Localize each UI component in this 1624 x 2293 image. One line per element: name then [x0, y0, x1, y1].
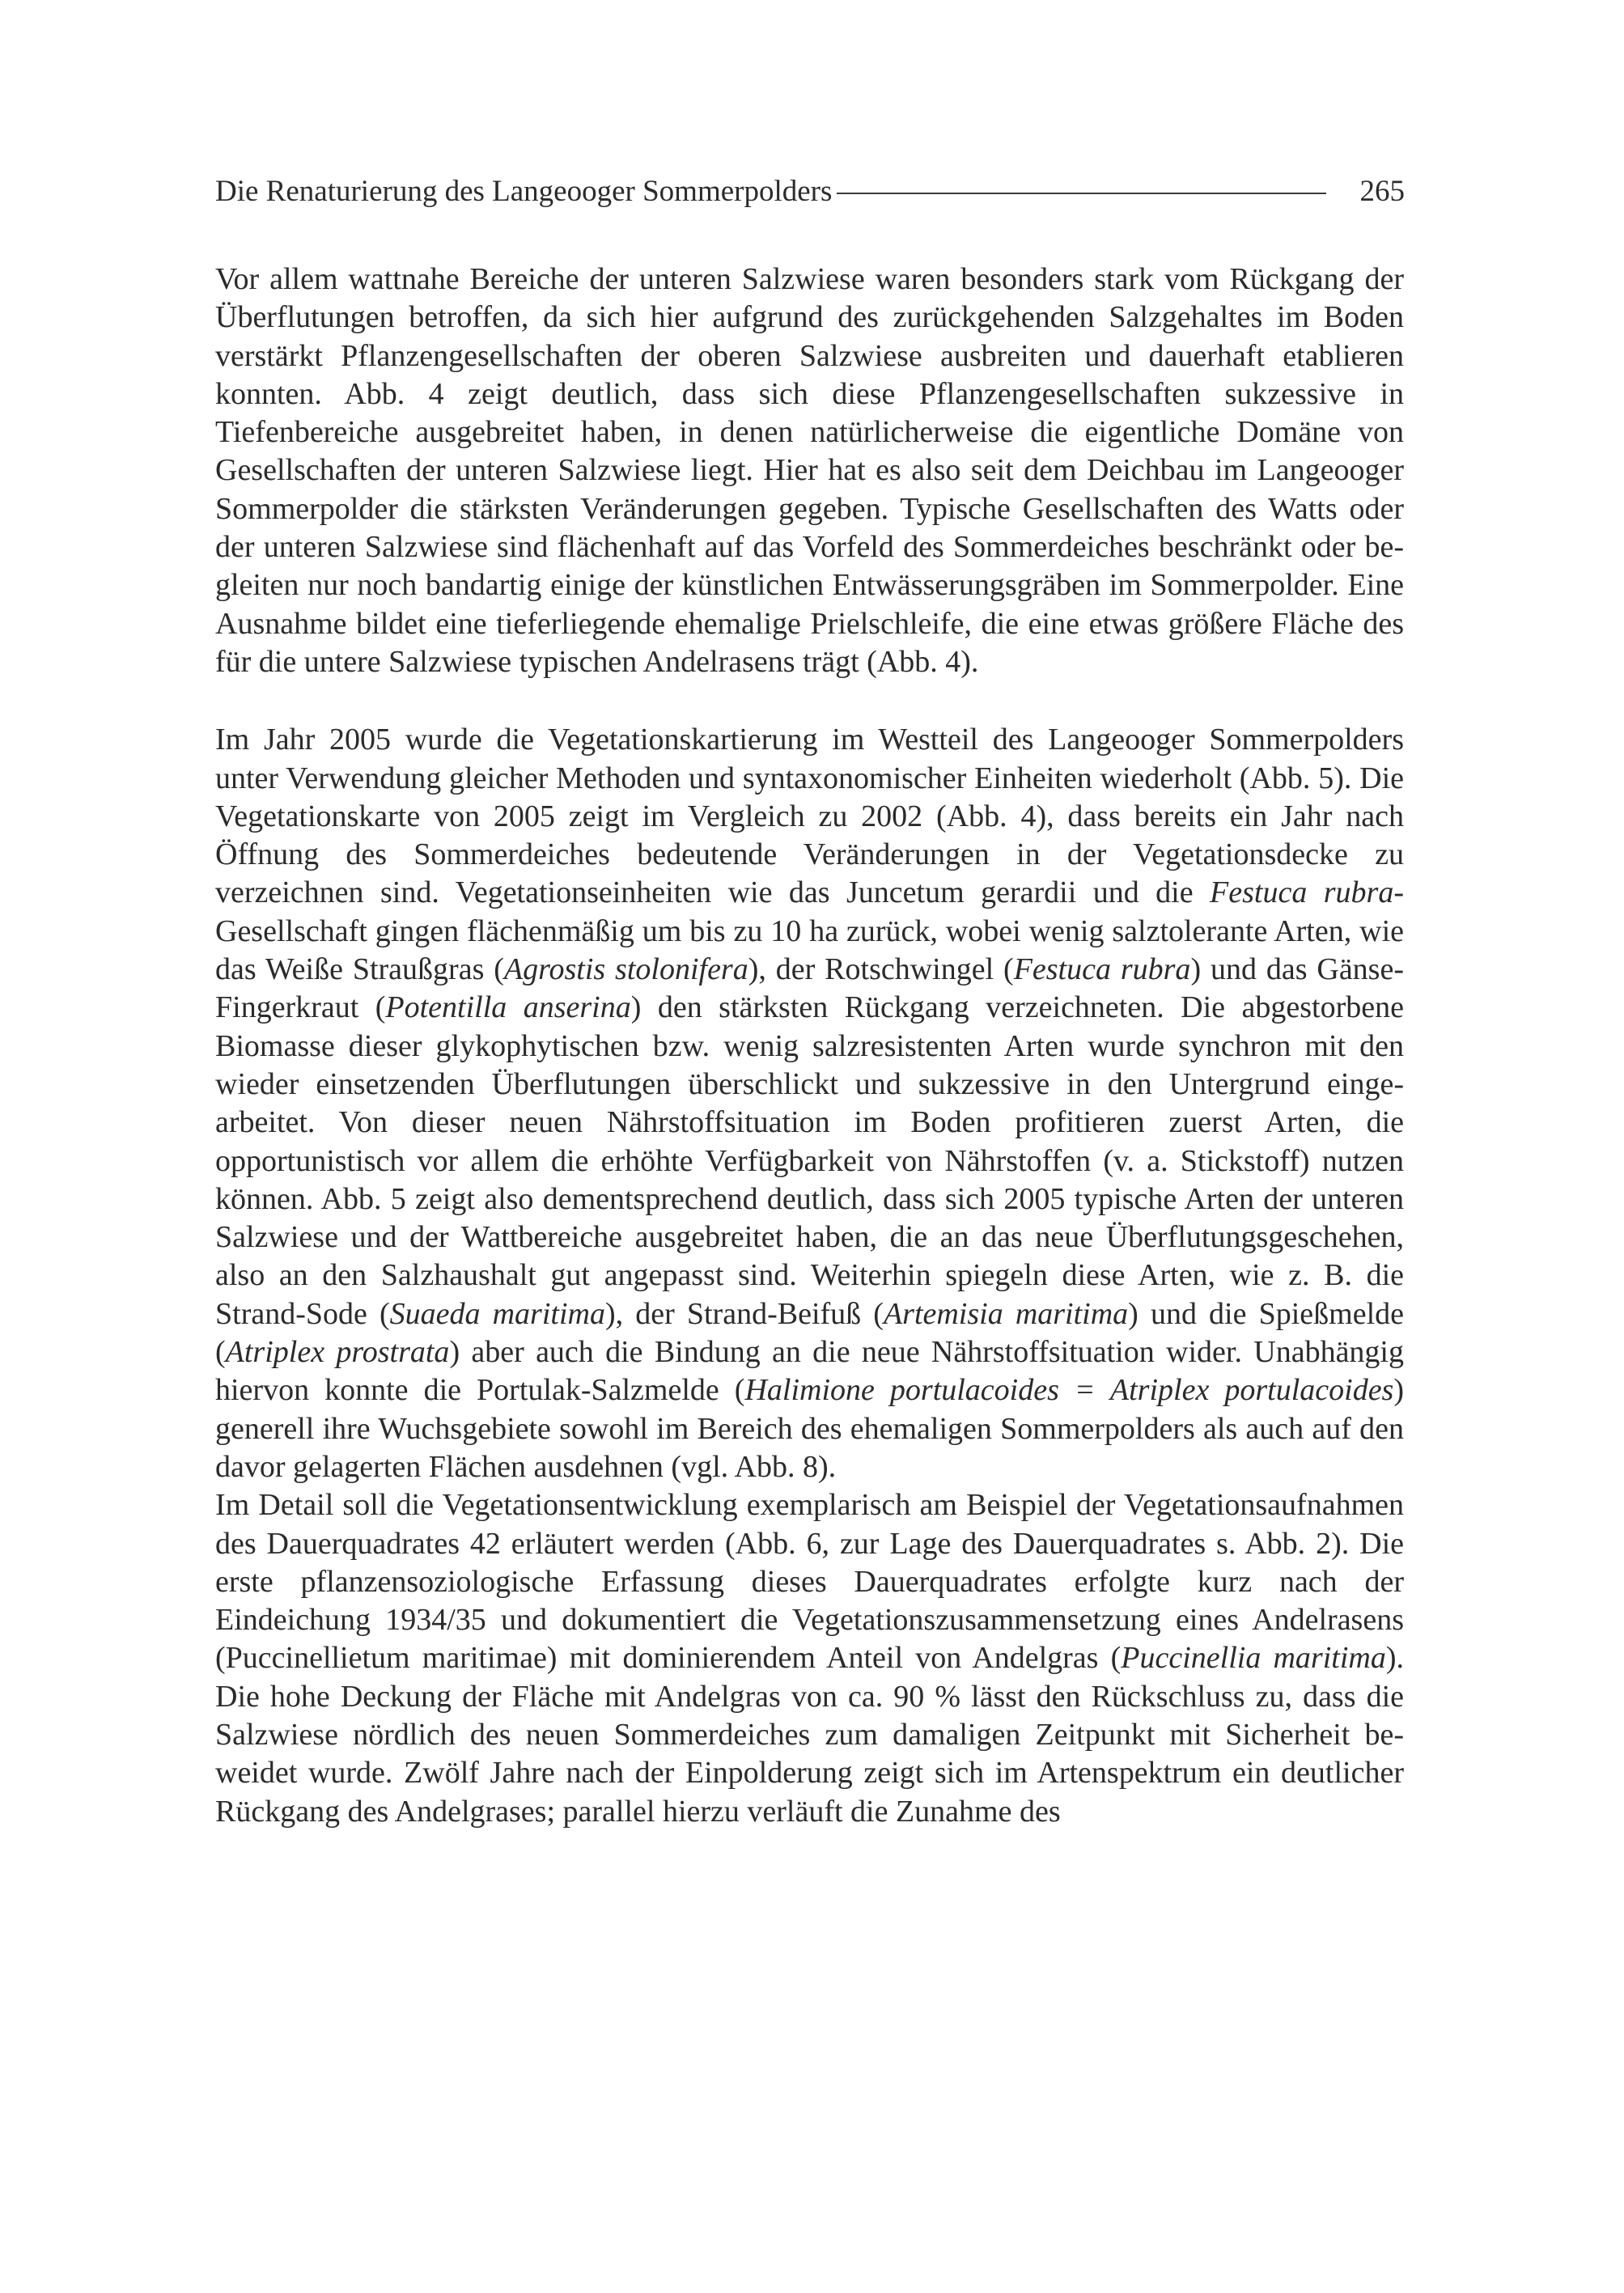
text-segment: ), der Strand-Beifuß ( — [604, 1296, 884, 1331]
text-segment: Vor allem wattnahe Bereiche der unteren Salzwiese waren besonders stark vom Rückgang der Überflutungen betroffen, da sich hier aufgrund des zurückgehenden Salzgehaltes im Boden verstärkt Pflanzengesellschaften der oberen Salzwiese ausbreiten und dauerhaft etablieren konnten. Abb. 4 zeigt deutlich, dass sich diese Pflanzengesellschaften sukzessive in Tiefenbereiche ausgebreitet haben, in denen natürlicherweise die eigentliche Domäne von Gesellschaften der unteren Salzwiese liegt. Hier hat es also seit dem Deichbau im Langeooger Sommerpolder die stärksten Veränderungen gegeben. Typische Gesellschaften des Watts oder der unteren Salzwiese sind flächenhaft auf das Vorfeld des Sommerdeiches beschränkt oder begleiten nur noch bandartig einige der künstlichen Entwässerungsgräben im Sommerpolder. Eine Ausnahme bildet eine tieferliegende ehemalige Prielschleife, die eine etwas größere Fläche des für die untere Salzwiese typischen Andelrasens trägt (Abb. 4). — [215, 262, 1404, 679]
species-name: Puccinellia maritima — [1121, 1641, 1386, 1676]
text-segment: ), der Rotschwingel ( — [748, 952, 1014, 987]
paragraph-1 — [215, 261, 1404, 681]
species-name: Suaeda maritima — [389, 1296, 605, 1331]
text-segment: ) aber auch die Bindung an die neue Nährstoffsituation wider. Unabhängig hiervon konnte die Portulak-Salzmelde ( — [215, 1335, 1404, 1408]
species-name: Festuca rubra — [1210, 875, 1394, 910]
paragraph-2 — [215, 721, 1404, 1486]
text-segment: ). Die hohe Deckung der Fläche mit Andelgras von ca. 90 % lässt den Rückschluss zu, dass die Salzwiese nördlich des neuen Sommerdeiches zum damaligen Zeitpunkt mit Sicherheit beweidet wurde. Zwölf Jahre nach der Einpolderung zeigt sich im Artenspektrum ein deutlicher Rückgang des Andelgrases; parallel hierzu verläuft die Zunahme des — [215, 1641, 1404, 1829]
paragraph-3 — [215, 1486, 1404, 1831]
text-segment: ) und die Spießmelde ( — [215, 1296, 1404, 1370]
text-segment: Im Jahr 2005 wurde die Vegetationskartierung im Westteil des Langeooger Sommerpolders unter Verwendung gleicher Methoden und syntaxonomischer Einheiten wiederholt (Abb. 5). Die Vegetationskarte von 2005 zeigt im Vergleich zu 2002 (Abb. 4), dass bereits ein Jahr nach Öffnung des Sommerdeiches bedeutende Veränderungen in der Vegetationsdecke zu verzeichnen sind. Vegetationseinheiten wie das Juncetum gerardii und die — [215, 723, 1404, 910]
species-name: Atriplex prostrata — [225, 1335, 450, 1370]
text-segment: ) und das Gänse-Fingerkraut ( — [215, 952, 1404, 1025]
species-name: Artemisia maritima — [883, 1296, 1129, 1331]
text-segment: Im Detail soll die Vegetationsentwicklung exemplarisch am Beispiel der Vegetationsaufnahmen des Dauerquadrates 42 erläutert werden (Abb. 6, zur Lage des Dauerquadrates s. Abb. 2). Die erste pflanzensoziologische Erfassung dieses Dauerquadrates erfolgte kurz nach der Eindeichung 1934/35 und dokumentiert die Vegetationszusammensetzung eines Andelrasens (Puccinellietum maritimae) mit dominierendem Anteil von Andelgras ( — [215, 1488, 1404, 1676]
page-number: 265 — [1359, 174, 1405, 208]
species-name: Festuca rubra — [1013, 952, 1191, 987]
running-header — [215, 168, 1405, 214]
running-title: Die Renaturierung des Langeooger Sommerpolders — [215, 174, 833, 208]
text-segment: -Gesellschaft gingen flächenmäßig um bis zu 10 ha zurück, wobei wenig salztolerante Arten, wie das Weiße Straußgras ( — [215, 875, 1405, 987]
species-name: Halimione portulacoides = Atriplex portulacoides — [744, 1373, 1394, 1408]
body-text — [215, 261, 1404, 1831]
species-name: Agrostis stolonifera — [503, 952, 748, 987]
header-rule — [837, 193, 1325, 194]
text-segment: ) den stärksten Rückgang verzeichneten. Die abgestorbene Biomasse dieser glykophytischen bzw. wenig salzresistenten Arten wurde synchron mit den wieder einsetzenden Überflutungen überschlickt und sukzessive in den Untergrund eingearbeitet. Von dieser neuen Nährstoffsituation im Boden profitieren zuerst Arten, die opportunistisch vor allem die erhöhte Verfügbarkeit von Nährstoffen (v. a. Stickstoff) nutzen können. Abb. 5 zeigt also dementsprechend deutlich, dass sich 2005 typische Arten der unteren Salzwiese und der Wattbereiche ausgebreitet haben, die an das neue Überflutungsgeschehen, also an den Salzhaushalt gut angepasst sind. Weiterhin spiegeln diese Arten, wie z. B. die Strand-Sode ( — [215, 990, 1404, 1331]
text-segment: ) generell ihre Wuchsgebiete sowohl im Bereich des ehemaligen Sommerpolders als auch auf den davor gelagerten Flächen ausdehnen (vgl. Abb. 8). — [215, 1373, 1404, 1484]
species-name: Potentilla anserina — [385, 990, 631, 1025]
